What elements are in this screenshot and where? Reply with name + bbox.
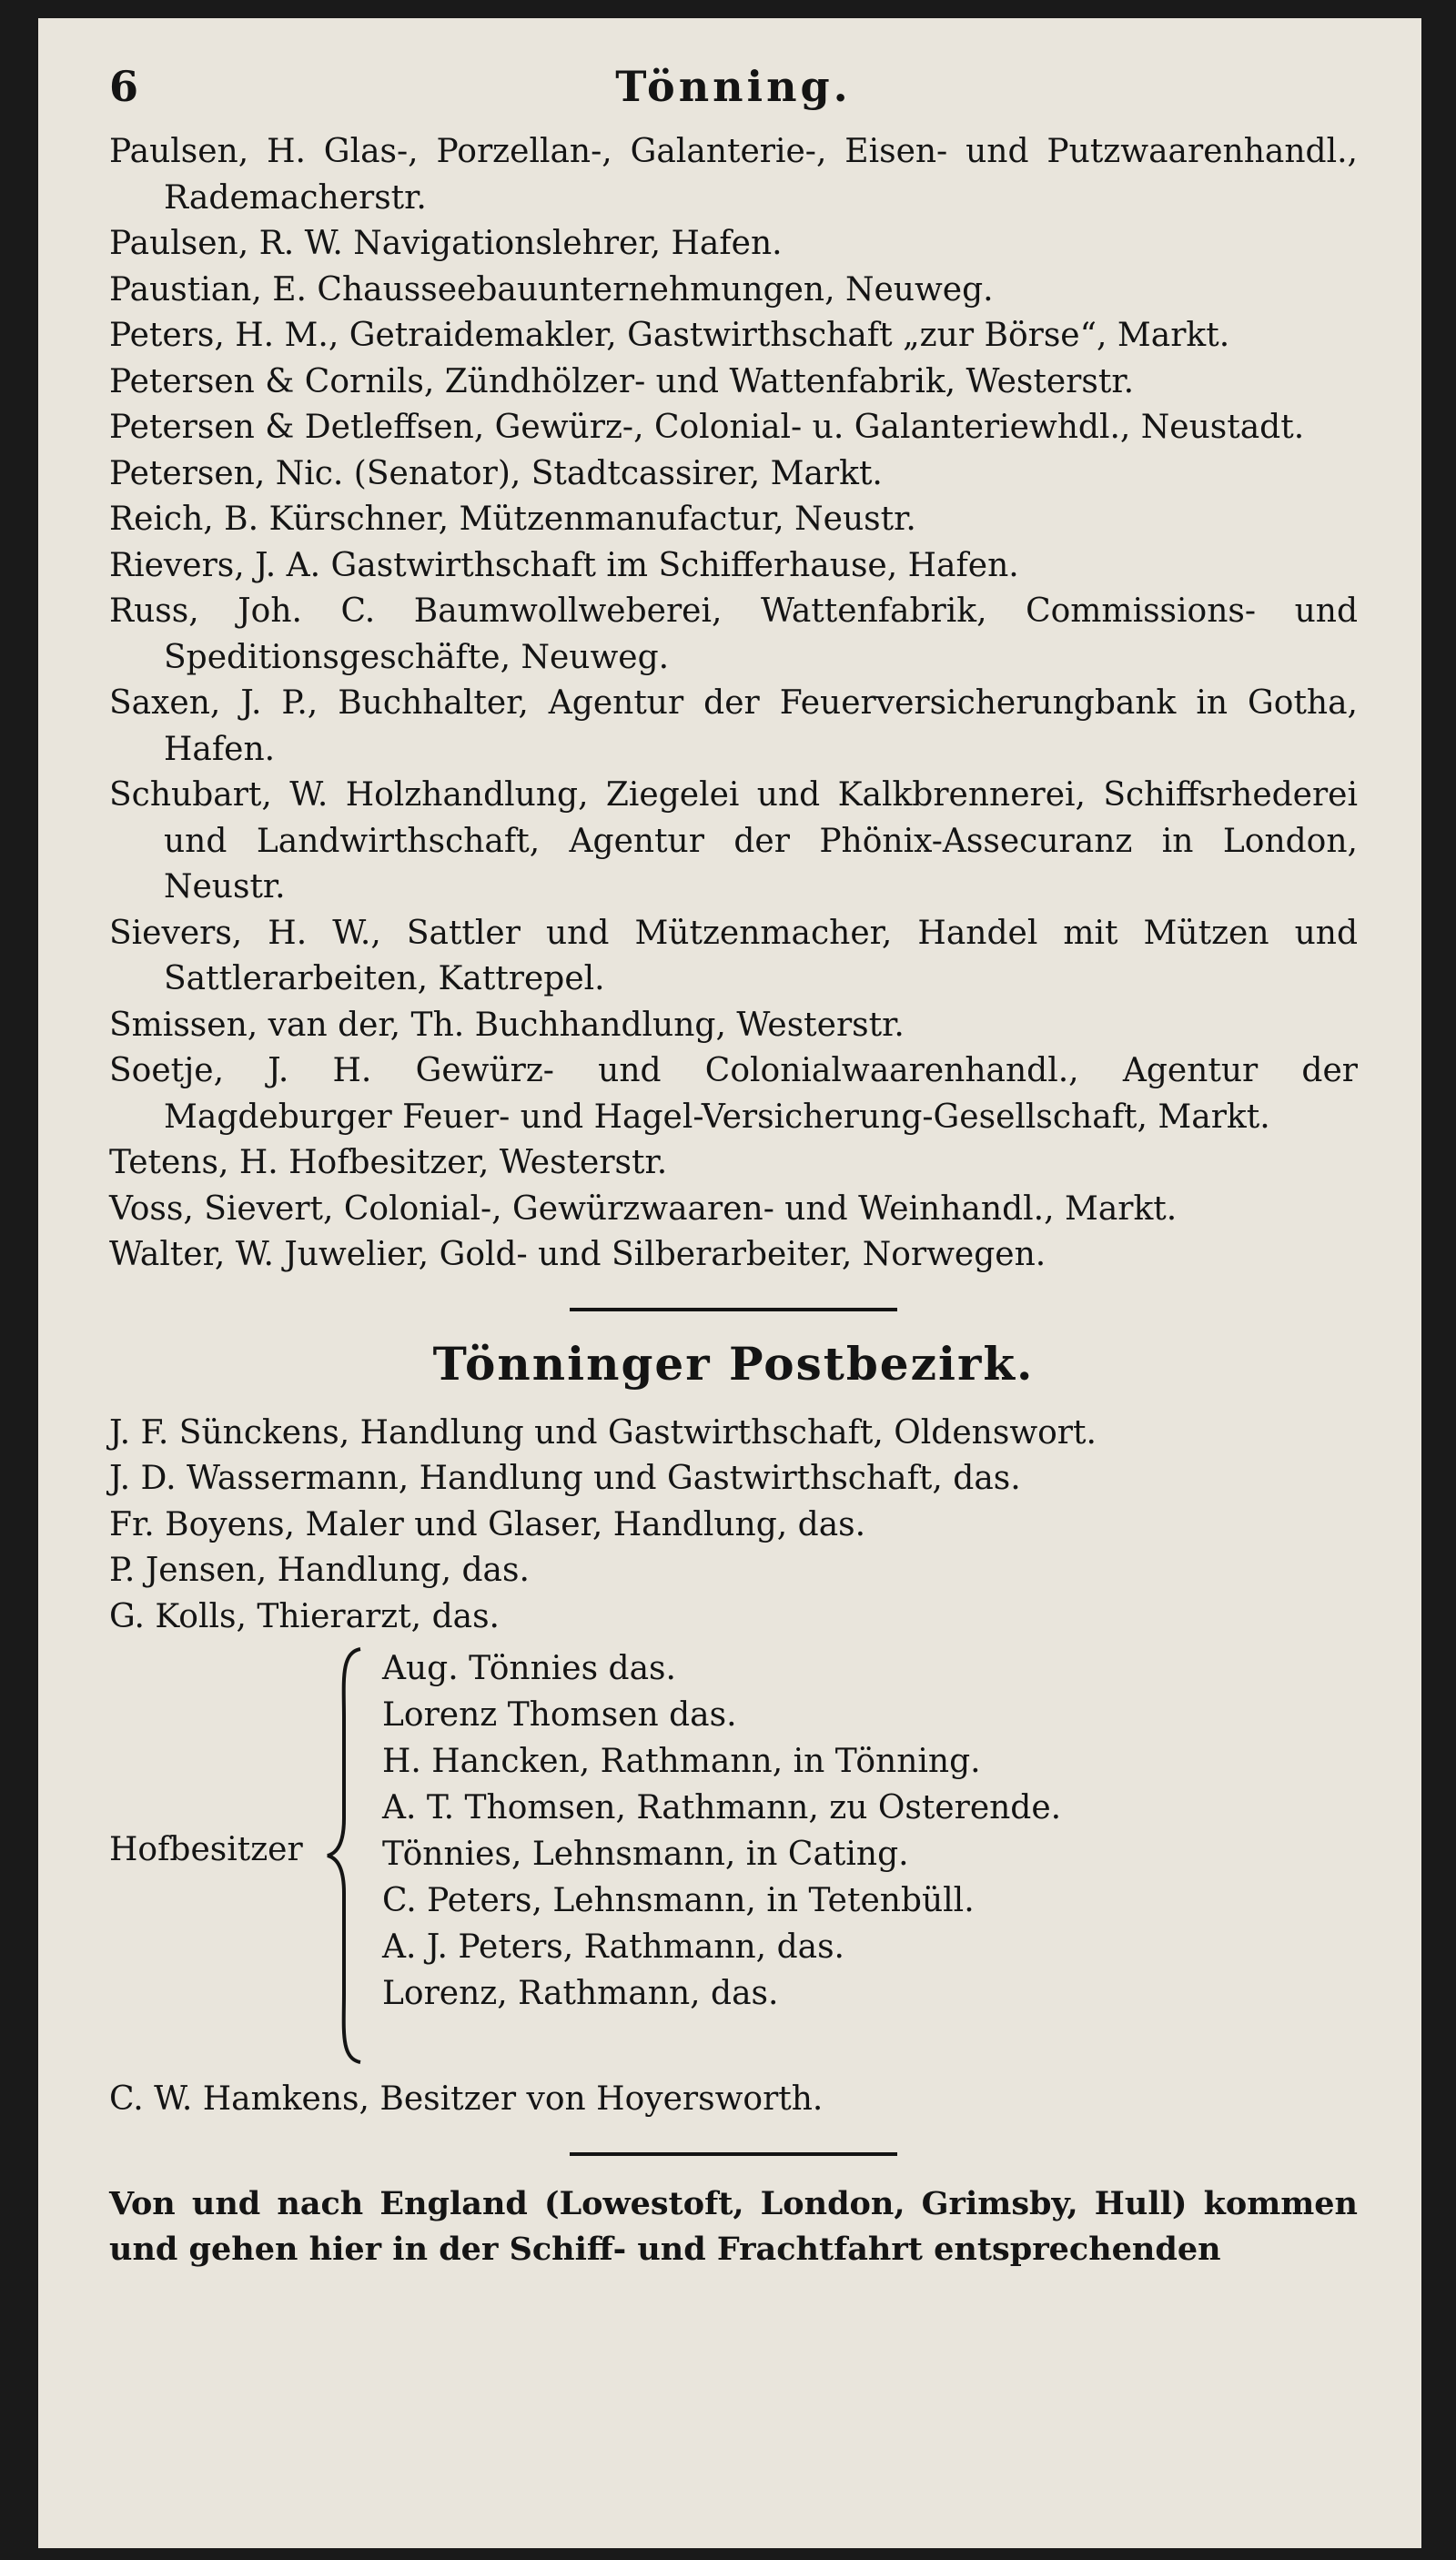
directory-entry: Petersen, Nic. (Senator), Stadtcassirer, Markt. — [109, 454, 883, 492]
directory-entry: Russ, Joh. C. Baumwollweberei, Wattenfabrik, Commissions- und Speditionsgeschäfte, Neuweg. — [109, 592, 1358, 676]
directory-entry: Paulsen, R. W. Navigationslehrer, Hafen. — [109, 225, 783, 262]
curly-brace-icon — [324, 1645, 364, 2066]
section-divider — [570, 1308, 897, 1311]
footer-divider — [570, 2152, 897, 2156]
postbezirk-entries — [109, 1411, 1358, 1641]
directory-entry: Voss, Sievert, Colonial-, Gewürzwaaren- und Weinhandl., Markt. — [109, 1189, 1178, 1228]
book-page — [38, 18, 1421, 2548]
directory-entry: Peters, H. M., Getraidemakler, Gastwirthschaft „zur Börse“, Markt. — [109, 317, 1230, 354]
group-member: A. T. Thomsen, Rathmann, zu Osterende. — [382, 1789, 1062, 1826]
directory-entry: Walter, W. Juwelier, Gold- und Silberarbeiter, Norwegen. — [109, 1236, 1046, 1273]
directory-entry: Reich, B. Kürschner, Mützenmanufactur, Neustr. — [109, 501, 916, 538]
directory-entry: Saxen, J. P., Buchhalter, Agentur der Feuerversicherungbank in Gotha, Hafen. — [109, 684, 1358, 768]
directory-entry: Tetens, H. Hofbesitzer, Westerstr. — [109, 1144, 668, 1181]
directory-entry: Paustian, E. Chausseebauunternehmungen, Neuweg. — [109, 270, 994, 309]
group-members — [382, 1645, 1061, 2017]
directory-entry: Paulsen, H. Glas-, Porzellan-, Galanterie-, Eisen- und Putzwaarenhandl., Rademacherstr. — [109, 133, 1358, 217]
postbezirk-entry: G. Kolls, Thierarzt, das. — [109, 1597, 500, 1635]
postbezirk-entry: Fr. Boyens, Maler und Glaser, Handlung, das. — [109, 1505, 866, 1543]
directory-entry: Petersen & Detleffsen, Gewürz-, Colonial- u. Galanteriewhdl., Neustadt. — [109, 409, 1305, 446]
directory-entry: Petersen & Cornils, Zündhölzer- und Wattenfabrik, Westerstr. — [109, 362, 1135, 400]
page-number: 6 — [109, 62, 139, 111]
postbezirk-entry: P. Jensen, Handlung, das. — [109, 1552, 530, 1589]
group-label: Hofbesitzer — [109, 1831, 303, 1868]
group-member: Lorenz Thomsen das. — [382, 1696, 737, 1734]
page-header — [109, 55, 1358, 129]
directory-entry: Rievers, J. A. Gastwirthschaft im Schifferhause, Hafen. — [109, 546, 1019, 584]
postbezirk-entry: J. F. Sünckens, Handlung und Gastwirthschaft, Oldenswort. — [109, 1413, 1097, 1452]
group-member: Tönnies, Lehnsmann, in Cating. — [382, 1836, 909, 1873]
directory-entry: Schubart, W. Holzhandlung, Ziegelei und Kalkbrennerei, Schiffsrhederei und Landwirthschaft, Agentur der Phönix-Assecuranz in London, Neustr. — [109, 776, 1358, 906]
group-member: Lorenz, Rathmann, das. — [382, 1975, 779, 2012]
postbezirk-entry: J. D. Wassermann, Handlung und Gastwirthschaft, das. — [109, 1460, 1021, 1497]
postbezirk-entry: C. W. Hamkens, Besitzer von Hoyersworth. — [109, 2080, 824, 2118]
footer-note: Von und nach England (Lowestoft, London, Grimsby, Hull) kommen und gehen hier in der Schiff- und Frachtfahrt entsprechenden — [109, 2184, 1358, 2268]
directory-entry: Sievers, H. W., Sattler und Mützenmacher, Handel mit Mützen und Sattlerarbeiten, Kattrepel. — [109, 914, 1358, 997]
group-member: H. Hancken, Rathmann, in Tönning. — [382, 1743, 981, 1780]
section-title: Tönninger Postbezirk. — [432, 1336, 1035, 1391]
directory-entry: Soetje, J. H. Gewürz- und Colonialwaarenhandl., Agentur der Magdeburger Feuer- und Hagel-Versicherung-Gesellschaft, Markt. — [109, 1052, 1358, 1136]
group-member: A. J. Peters, Rathmann, das. — [382, 1928, 844, 1966]
hofbesitzer-group — [109, 1645, 1358, 2073]
directory-entry: Smissen, van der, Th. Buchhandlung, Westerstr. — [109, 1006, 905, 1044]
running-title: Tönning. — [615, 62, 852, 111]
directory-entries — [109, 129, 1358, 1279]
group-member: C. Peters, Lehnsmann, in Tetenbüll. — [382, 1882, 975, 1919]
group-member: Aug. Tönnies das. — [382, 1650, 676, 1687]
